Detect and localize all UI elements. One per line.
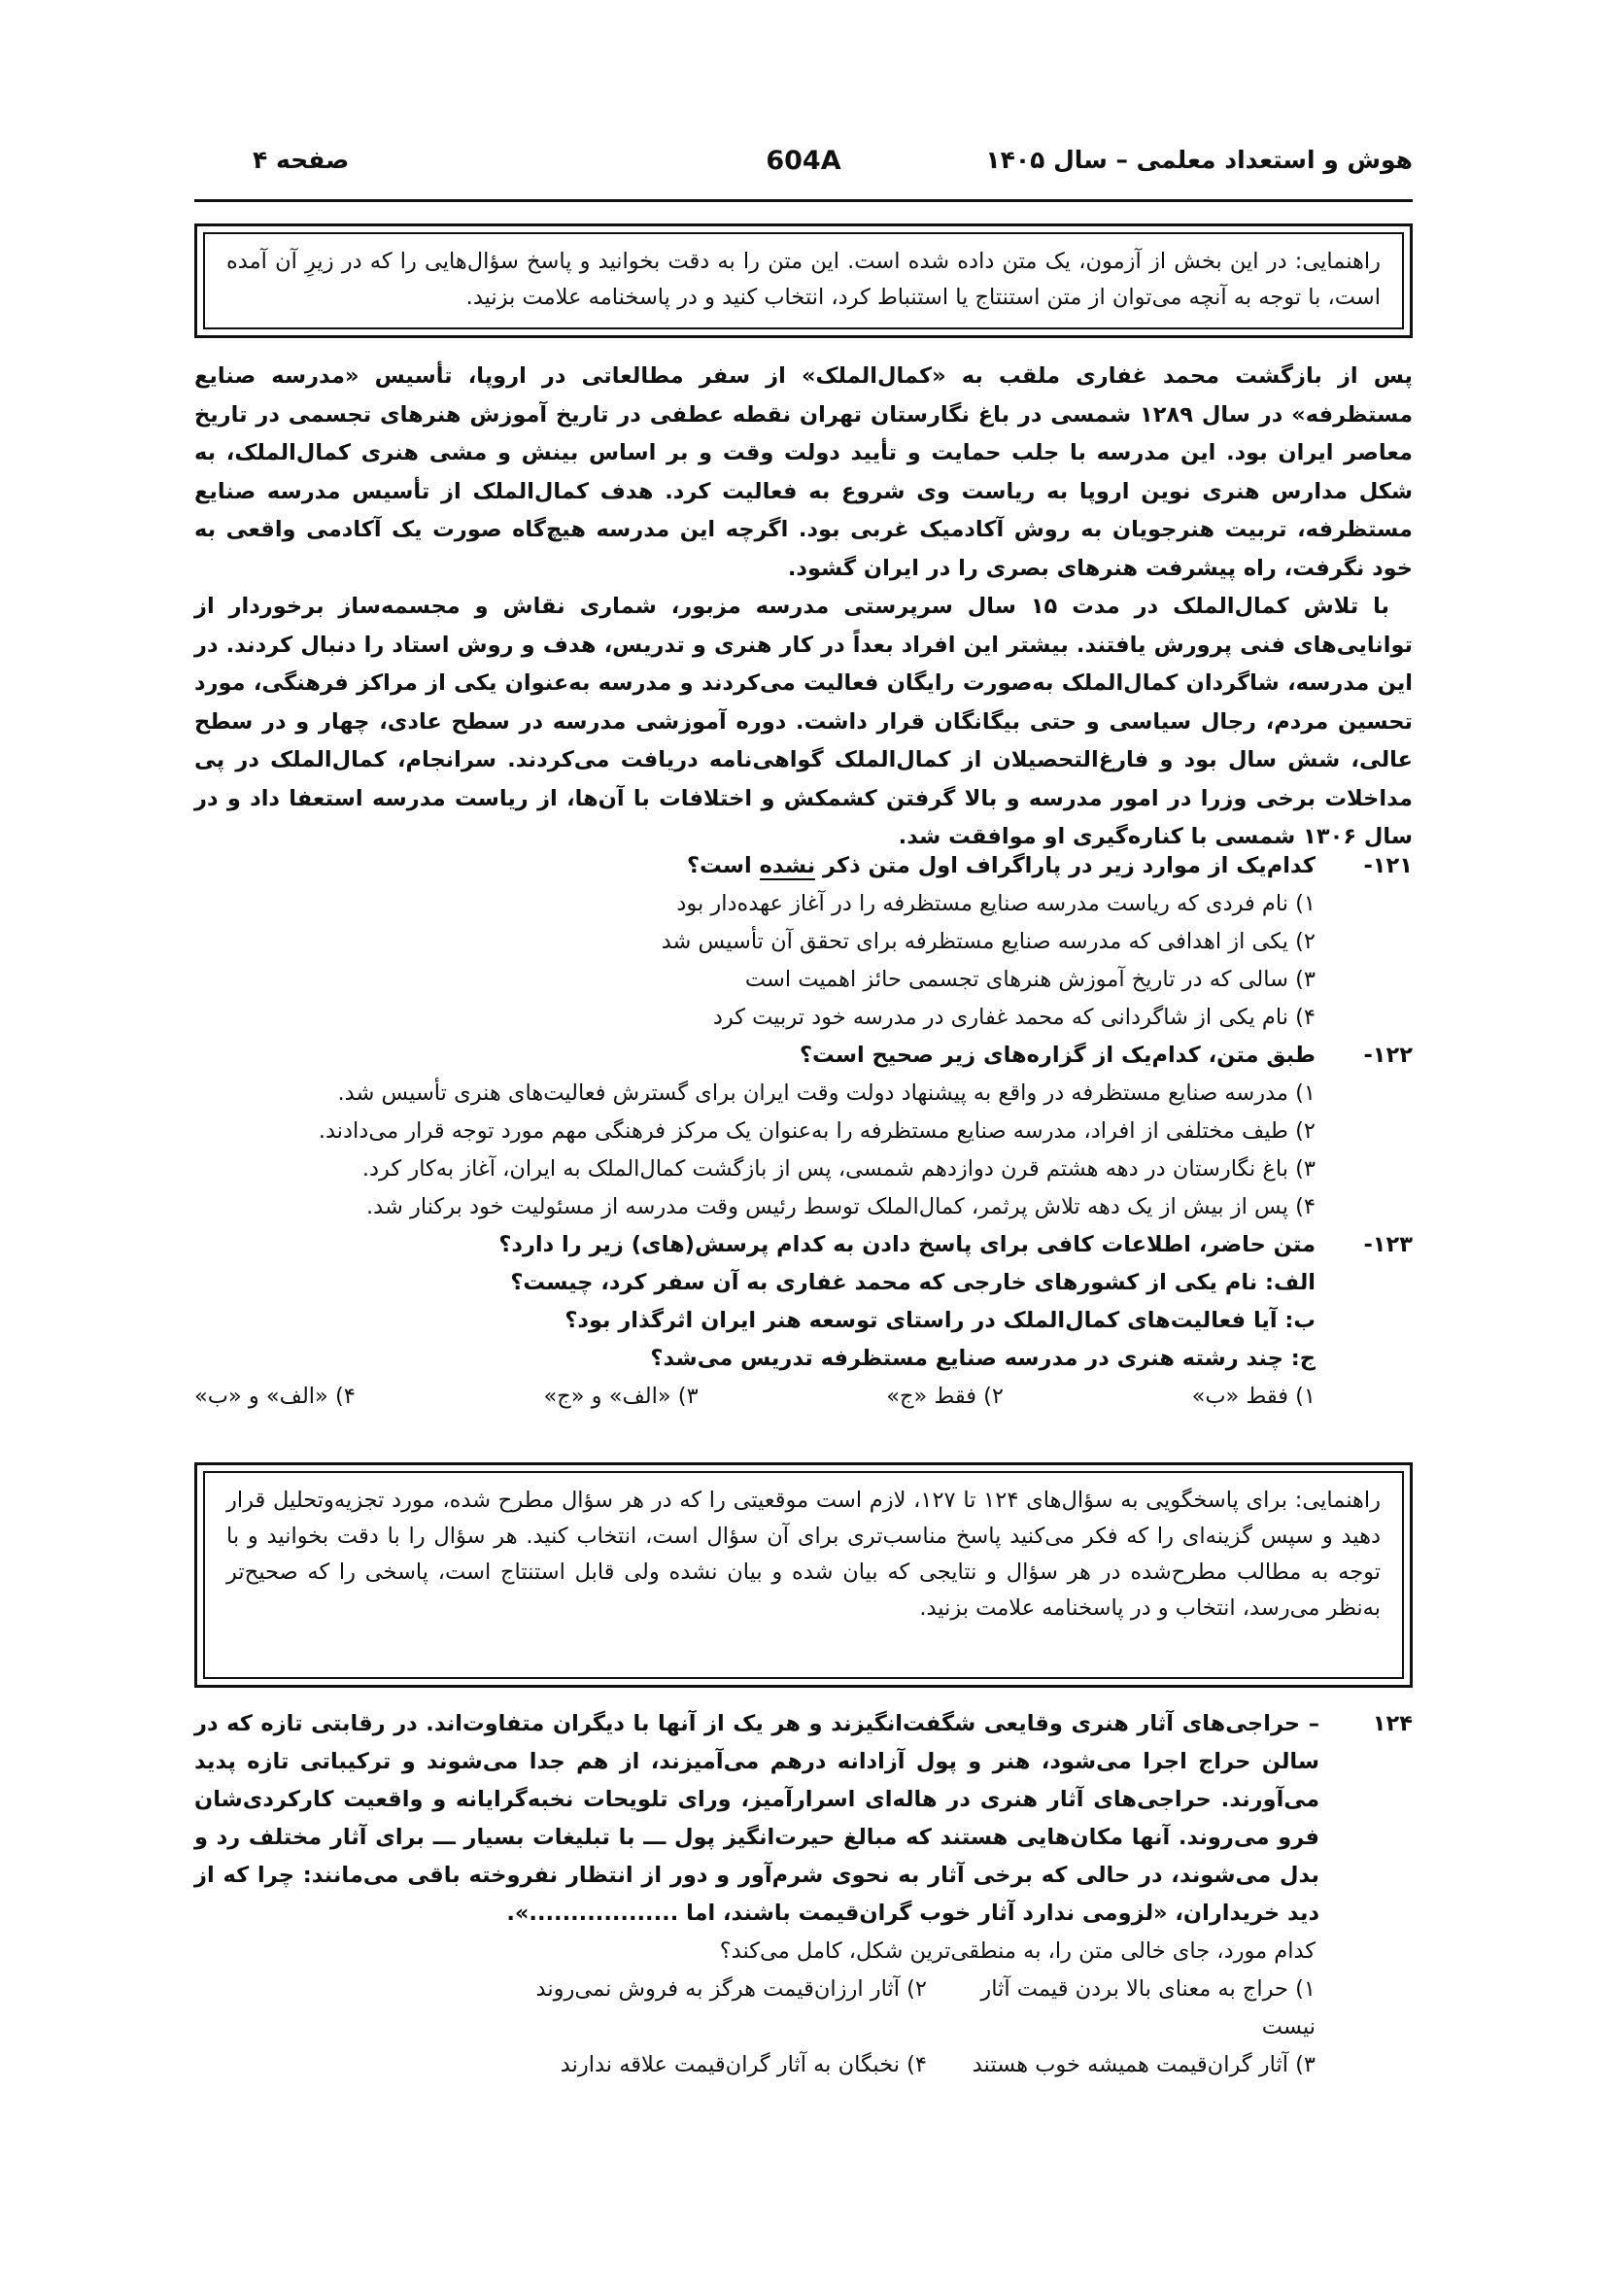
option-3[interactable]: ۳) باغ نگارستان در دهه هشتم قرن دوازدهم شمسی، پس از بازگشت کمال‌الملک به ایران، آغاز به‌کار کرد. (361, 1156, 1316, 1182)
booklet-code: 604A (766, 146, 841, 176)
emphasized-word: نشده (759, 853, 816, 878)
question-text-part: است؟ (687, 853, 760, 878)
question-124 (194, 1705, 1413, 1933)
option-3[interactable]: ۳) آثار گران‌قیمت همیشه خوب هستند (972, 2052, 1316, 2077)
option-1[interactable]: ۱) مدرسه صنایع مستظرفه در واقع به پیشنهاد دولت وقت ایران برای گسترش فعالیت‌های هنری تأسیس شد. (337, 1080, 1316, 1106)
instruction-1-text: راهنمایی: در این بخش از آزمون، یک متن داده شده است. این متن را به دقت بخوانید و پاسخ سؤال‌هایی را که در زیرِ آن آمده است، با توجه به آنچه می‌توان از متن استنتاج یا استنباط کرد، انتخاب کنید و در پاسخنامه علامت بزنید. (226, 249, 1381, 310)
question-123 (194, 1226, 1413, 1264)
question-number: ۱۲۳- (1363, 1232, 1413, 1257)
option-2[interactable]: ۲) آثار ارزان‌قیمت هرگز به فروش نمی‌روند (535, 1976, 927, 2002)
instruction-2-text: راهنمایی: برای پاسخگویی به سؤال‌های ۱۲۴ تا ۱۲۷، لازم است موقعیتی را که در هر سؤال مطرح شده، مورد تجزیه‌وتحلیل قرار دهید و سپس گزینه‌ای را که فکر می‌کنید پاسخ مناسب‌تری برای آن سؤال است، انتخاب کنید. هر سؤال را با دقت بخوانید و با توجه به مطالب مطرح‌شده در هر سؤال و نتایجی که بیان شده و بیان نشده ولی قابل استنتاج است، پاسخی را که صحیح‌تر به‌نظر می‌رسد، انتخاب و در پاسخنامه علامت بزنید. (226, 1488, 1381, 1621)
options-row-2 (194, 2046, 1316, 2084)
question-number: ۱۲۲- (1363, 1043, 1413, 1068)
page-header (194, 146, 1413, 196)
option-2[interactable]: ۲) طیف مختلفی از افراد، مدرسه صنایع مستظرفه را به‌عنوان یک مرکز فرهنگی مهم مورد توجه قرار می‌دادند. (318, 1118, 1316, 1144)
option-2[interactable]: ۲) فقط «ج» (886, 1384, 1004, 1409)
question-121 (194, 847, 1413, 885)
sub-question-jim: ج: چند رشته هنری در مدرسه صنایع مستظرفه تدریس می‌شد؟ (650, 1346, 1316, 1371)
options-row-1 (194, 1970, 1316, 2046)
option-4[interactable]: ۴) پس از بیش از یک دهه تلاش پرثمر، کمال‌الملک توسط رئیس وقت مدرسه از مسئولیت خود برکنار شد. (366, 1194, 1316, 1219)
option-1[interactable]: ۱) حراج به معنای بالا بردن قیمت آثار نیست (980, 1976, 1316, 2039)
instruction-box-1 (194, 223, 1413, 338)
option-4[interactable]: ۴) نام یکی از شاگردانی که محمد غفاری در مدرسه خود تربیت کرد (712, 1005, 1316, 1030)
instruction-box-1-inner (203, 232, 1404, 329)
page-number: صفحه ۴ (253, 146, 350, 174)
instruction-box-2-inner (203, 1471, 1404, 1679)
option-1[interactable]: ۱) فقط «ب» (1191, 1384, 1316, 1409)
sub-question-alef: الف: نام یکی از کشورهای خارجی که محمد غفاری به آن سفر کرد، چیست؟ (510, 1270, 1316, 1295)
option-4[interactable]: ۴) نخبگان به آثار گران‌قیمت علاقه ندارند (560, 2052, 927, 2077)
exam-title: هوش و استعداد معلمی – سال ۱۴۰۵ (985, 146, 1413, 174)
question-text-part: کدام‌یک از موارد زیر در پاراگراف اول متن ذکر (815, 853, 1316, 878)
sub-question-be: ب: آیا فعالیت‌های کمال‌الملک در راستای توسعه هنر ایران اثرگذار بود؟ (564, 1308, 1316, 1333)
question-122 (194, 1037, 1413, 1075)
question-number: ۱۲۱- (1363, 853, 1413, 878)
option-1[interactable]: ۱) نام فردی که ریاست مدرسه صنایع مستظرفه را در آغاز عهده‌دار بود (676, 891, 1316, 916)
options-row (194, 1378, 1316, 1416)
question-text: – حراجی‌های آثار هنری وقایعی شگفت‌انگیزند و هر یک از آنها با دیگران متفاوت‌اند. در رقابتی تازه که در سالن حراج اجرا می‌شود، هنر و پول آزادانه درهم می‌آمیزند، از هم جدا می‌شوند و ترکیباتی تازه پدید می‌آورند. حراجی‌های آثار هنری در هاله‌ای اسرارآمیز، ورای تلویحات نخبه‌گرایانه و واقعیت کارکردی‌شان فرو می‌روند. آنها مکان‌هایی هستند که مبالغ حیرت‌انگیز پول ـــ با تبلیغات بسیار ـــ برای آثار مختلف رد و بدل می‌شوند، در حالی که برخی آثار به نحوی شرم‌آور و دور از انتظار نفروخته باقی می‌مانند: چرا که از دید خریداران، «لزومی ندارد آثار خوب گران‌قیمت باشند، اما ..................». (194, 1711, 1319, 1926)
header-divider (194, 199, 1413, 202)
question-prompt: کدام مورد، جای خالی متن را، به منطقی‌ترین شکل، کامل می‌کند؟ (719, 1938, 1316, 1964)
option-2[interactable]: ۲) یکی از اهدافی که مدرسه صنایع مستظرفه برای تحقق آن تأسیس شد (661, 929, 1316, 954)
option-3[interactable]: ۳) «الف» و «ج» (543, 1384, 699, 1409)
questions-121-123 (194, 847, 1413, 1416)
passage-paragraph-2: با تلاش کمال‌الملک در مدت ۱۵ سال سرپرستی مدرسه مزبور، شماری نقاش و مجسمه‌ساز برخوردار از توانایی‌های فنی پرورش یافتند. بیشتر این افراد بعداً در کار هنری و تدریس، هدف و روش استاد را دنبال کردند. در این مدرسه، شاگردان کمال‌الملک به‌صورت رایگان فعالیت می‌کردند و مدرسه به‌عنوان یکی از مراکز فرهنگی، مورد تحسین مردم، رجال سیاسی و حتی بیگانگان قرار داشت. دوره آموزشی مدرسه در سطح عادی، چهار و در سطح عالی، شش سال بود و فارغ‌التحصیلان از کمال‌الملک گواهی‌نامه دریافت می‌کردند. سرانجام، کمال‌الملک در پی مداخلات برخی وزرا در امور مدرسه و بالا گرفتن کشمکش و اختلافات با آن‌ها، از ریاست مدرسه استعفا داد و در سال ۱۳۰۶ شمسی با کناره‌گیری او موافقت شد. (194, 594, 1413, 849)
question-text: طبق متن، کدام‌یک از گزاره‌های زیر صحیح است؟ (799, 1043, 1316, 1068)
option-4[interactable]: ۴) «الف» و «ب» (194, 1384, 356, 1409)
instruction-box-2 (194, 1462, 1413, 1688)
question-text (194, 847, 1316, 885)
option-3[interactable]: ۳) سالی که در تاریخ آموزش هنرهای تجسمی حائز اهمیت است (744, 967, 1316, 992)
reading-passage (194, 358, 1413, 857)
question-124-block (194, 1705, 1413, 2084)
passage-paragraph-1: پس از بازگشت محمد غفاری ملقب به «کمال‌الملک» از سفر مطالعاتی در اروپا، تأسیس «مدرسه صنایع مستظرفه» در سال ۱۲۸۹ شمسی در باغ نگارستان تهران نقطه عطفی در تاریخ آموزش هنرهای تجسمی در تاریخ معاصر ایران بود. این مدرسه با جلب حمایت و تأیید دولت وقت و بر اساس بینش و مشی هنری کمال‌الملک، به شکل مدارس هنری نوین اروپا به ریاست وی شروع به فعالیت کرد. هدف کمال‌الملک از تأسیس مدرسه صنایع مستظرفه، تربیت هنرجویان به روش آکادمیک غربی بود. اگرچه این مدرسه هیچ‌گاه صورت یک آکادمی واقعی به خود نگرفت، راه پیشرفت هنرهای بصری را در ایران گشود. (194, 363, 1413, 581)
question-number: ۱۲۴ (1372, 1711, 1413, 1736)
question-text: متن حاضر، اطلاعات کافی برای پاسخ دادن به کدام پرسش(های) زیر را دارد؟ (498, 1232, 1316, 1257)
